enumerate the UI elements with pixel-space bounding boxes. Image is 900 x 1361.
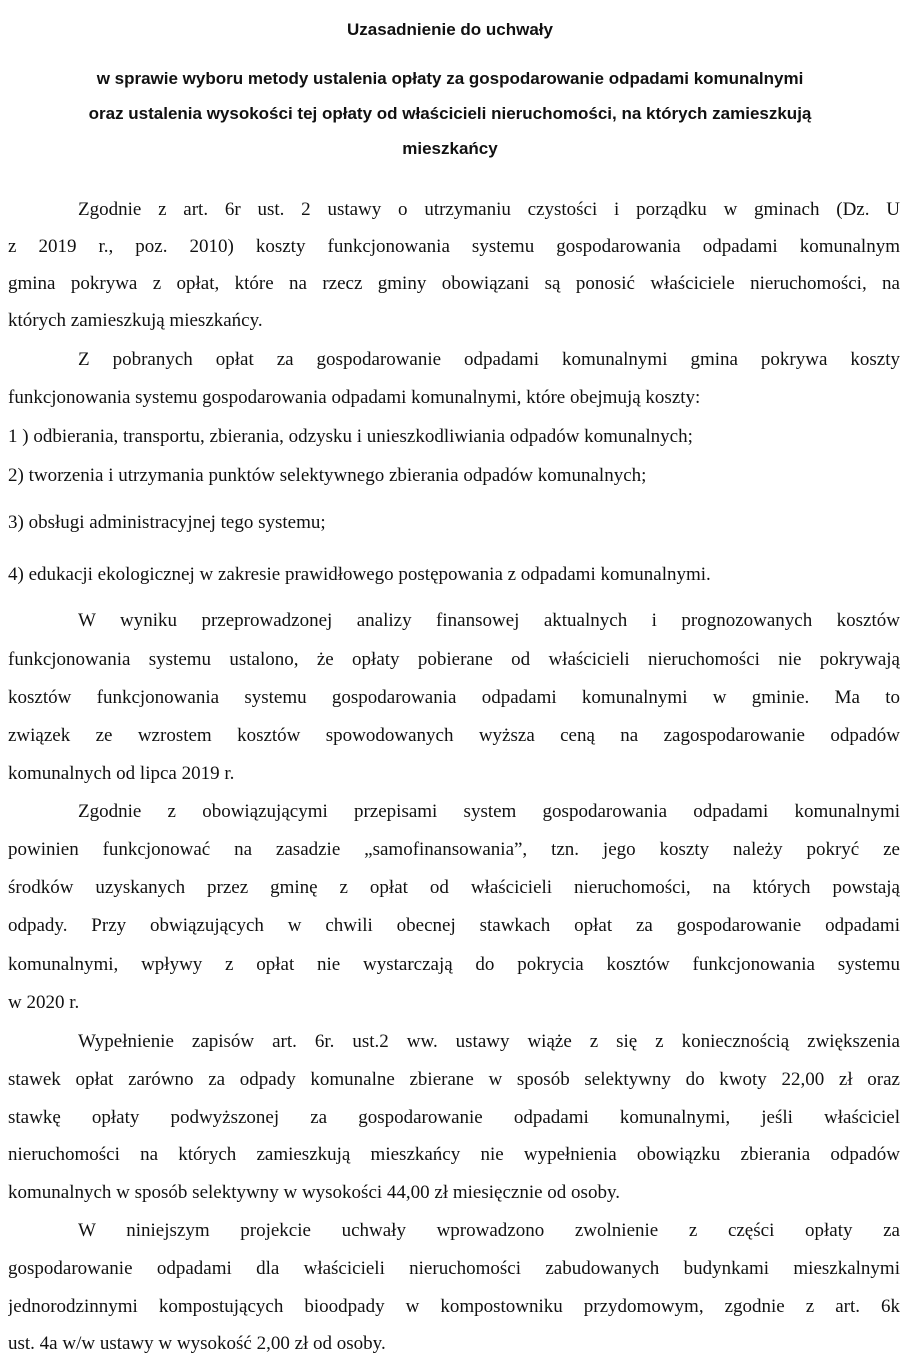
body-line: gospodarowanie odpadami dla właścicieli nieruchomości zabudowanych budynkami mieszkalnymi — [8, 1258, 900, 1279]
document-subject-line-3: mieszkańcy — [402, 139, 498, 158]
list-item-2: 2) tworzenia i utrzymania punktów selektywnego zbierania odpadów komunalnych; — [8, 465, 647, 486]
body-line: których zamieszkują mieszkańcy. — [8, 310, 263, 331]
document-title: Uzasadnienie do uchwały — [347, 20, 553, 39]
body-line: komunalnych od lipca 2019 r. — [8, 763, 235, 784]
body-line: Zgodnie z obowiązującymi przepisami system gospodarowania odpadami komunalnymi — [78, 801, 900, 822]
body-line: ust. 4a w/w ustawy w wysokość 2,00 zł od osoby. — [8, 1333, 386, 1354]
body-line: Zgodnie z art. 6r ust. 2 ustawy o utrzymaniu czystości i porządku w gminach (Dz. U — [78, 199, 900, 220]
body-line: środków uzyskanych przez gminę z opłat od właścicieli nieruchomości, na których powstają — [8, 877, 900, 898]
body-line: nieruchomości na których zamieszkują mieszkańcy nie wypełnienia obowiązku zbierania odpadów — [8, 1144, 900, 1165]
body-line: gmina pokrywa z opłat, które na rzecz gminy obowiązani są ponosić właściciele nieruchomości, na — [8, 273, 900, 294]
body-line: związek ze wzrostem kosztów spowodowanych wyższa ceną na zagospodarowanie odpadów — [8, 725, 900, 746]
body-line: W wyniku przeprowadzonej analizy finansowej aktualnych i prognozowanych kosztów — [78, 610, 900, 631]
body-line: odpady. Przy obwiązujących w chwili obecnej stawkach opłat za gospodarowanie odpadami — [8, 915, 900, 936]
body-line: Z pobranych opłat za gospodarowanie odpadami komunalnymi gmina pokrywa koszty — [78, 349, 900, 370]
document-subject-line-1: w sprawie wyboru metody ustalenia opłaty za gospodarowanie odpadami komunalnymi — [96, 69, 804, 88]
body-line: powinien funkcjonować na zasadzie „samofinansowania”, tzn. jego koszty należy pokryć ze — [8, 839, 900, 860]
body-line: jednorodzinnymi kompostujących bioodpady w kompostowniku przydomowym, zgodnie z art. 6k — [8, 1296, 900, 1317]
body-line: w 2020 r. — [8, 992, 80, 1013]
document-subject-line-2: oraz ustalenia wysokości tej opłaty od właścicieli nieruchomości, na których zamieszkują — [88, 104, 812, 123]
list-item-1: 1 ) odbierania, transportu, zbierania, odzysku i unieszkodliwiania odpadów komunalnych; — [8, 426, 693, 447]
body-line: komunalnymi, wpływy z opłat nie wystarczają do pokrycia kosztów funkcjonowania systemu — [8, 954, 900, 975]
body-line: z 2019 r., poz. 2010) koszty funkcjonowania systemu gospodarowania odpadami komunalnym — [8, 236, 900, 257]
list-item-4: 4) edukacji ekologicznej w zakresie prawidłowego postępowania z odpadami komunalnymi. — [8, 564, 711, 585]
body-line: stawkę opłaty podwyższonej za gospodarowanie odpadami komunalnymi, jeśli właściciel — [8, 1107, 900, 1128]
body-line: komunalnych w sposób selektywny w wysokości 44,00 zł miesięcznie od osoby. — [8, 1182, 620, 1203]
body-line: Wypełnienie zapisów art. 6r. ust.2 ww. ustawy wiąże z się z koniecznością zwiększenia — [78, 1031, 900, 1052]
list-item-3: 3) obsługi administracyjnej tego systemu; — [8, 512, 326, 533]
body-line: kosztów funkcjonowania systemu gospodarowania odpadami komunalnymi w gminie. Ma to — [8, 687, 900, 708]
body-line: funkcjonowania systemu ustalono, że opłaty pobierane od właścicieli nieruchomości nie pokrywają — [8, 649, 900, 670]
body-line: W niniejszym projekcie uchwały wprowadzono zwolnienie z części opłaty za — [78, 1220, 900, 1241]
body-line: stawek opłat zarówno za odpady komunalne zbierane w sposób selektywny do kwoty 22,00 zł oraz — [8, 1069, 900, 1090]
body-line: funkcjonowania systemu gospodarowania odpadami komunalnymi, które obejmują koszty: — [8, 387, 701, 408]
